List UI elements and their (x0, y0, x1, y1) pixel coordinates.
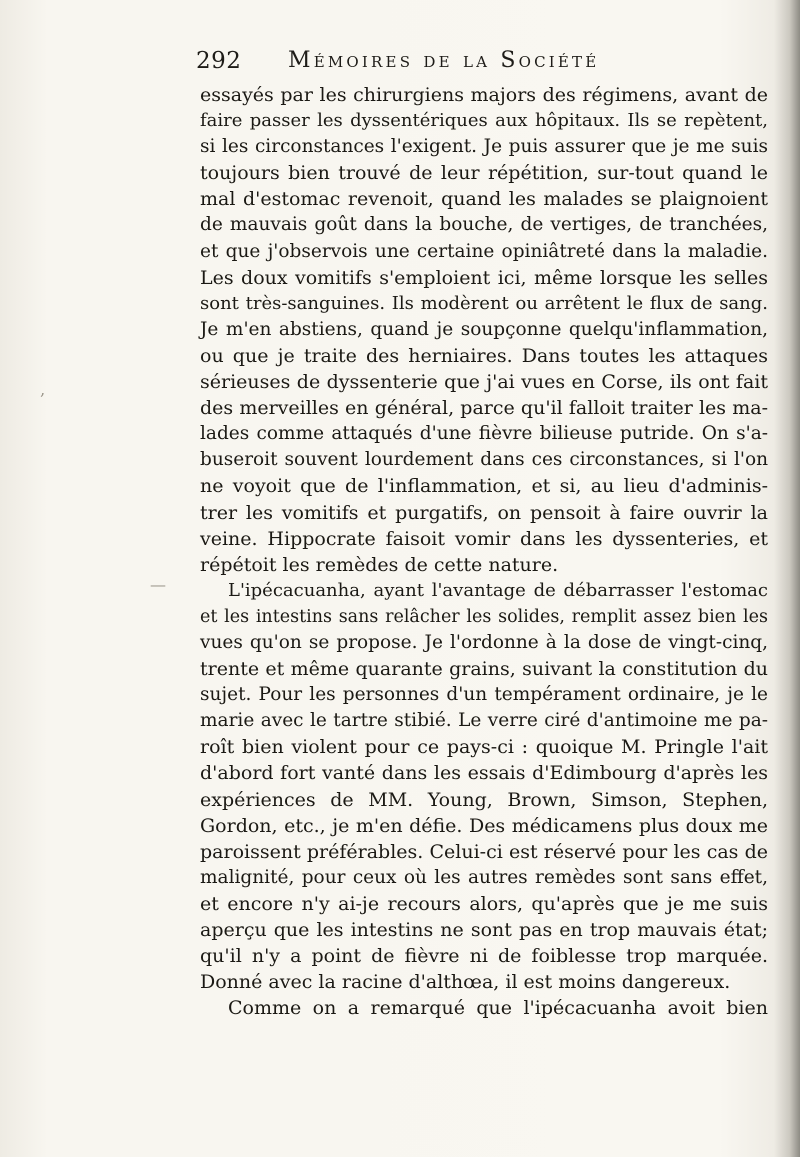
text-line: marie avec le tartre stibié. Le verre ciré d'antimoine me pa- (200, 710, 768, 732)
body-text (200, 82, 768, 1021)
text-line: d'abord fort vanté dans les essais d'Edimbourg d'après les (200, 762, 768, 785)
page-gutter-shadow (774, 0, 800, 1157)
running-head (196, 44, 776, 80)
text-line: buseroit souvent lourdement dans ces circonstances, si l'on (200, 449, 768, 471)
text-line: faire passer les dyssentériques aux hôpitaux. Ils se repètent, (200, 110, 768, 132)
text-line: et encore n'y ai-je recours alors, qu'après que je me suis (200, 892, 768, 915)
text-line: et les intestins sans relâcher les solides, remplit assez bien les (200, 606, 768, 627)
text-line: des merveilles en général, parce qu'il falloit traiter les ma- (200, 397, 768, 420)
text-line: trente et même quarante grains, suivant la constitution du (200, 658, 768, 681)
paragraph-1 (200, 82, 768, 578)
text-line: sujet. Pour les personnes d'un tempérament ordinaire, je le (200, 684, 768, 706)
text-line: Je m'en abstiens, quand je soupçonne quelqu'inflammation, (200, 318, 768, 340)
text-line: Gordon, etc., je m'en défie. Des médicamens plus doux me (200, 814, 768, 837)
text-line: malignité, pour ceux où les autres remèdes sont sans effet, (200, 866, 768, 888)
text-line: qu'il n'y a point de fièvre ni de foiblesse trop marquée. (200, 945, 768, 968)
text-line: lades comme attaqués d'une fièvre bilieuse putride. On s'a- (200, 423, 768, 445)
text-line: expériences de MM. Young, Brown, Simson, Stephen, (200, 788, 768, 811)
text-line: mal d'estomac revenoit, quand les malades se plaignoient (200, 188, 768, 211)
text-line: essayés par les chirurgiens majors des régimens, avant de (200, 84, 768, 106)
text-line: de mauvais goût dans la bouche, de vertiges, de tranchées, (200, 214, 768, 236)
text-line: sérieuses de dyssenterie que j'ai vues en Corse, ils ont fait (200, 371, 768, 394)
text-line: si les circonstances l'exigent. Je puis assurer que je me suis (200, 136, 768, 158)
text-line: répétoit les remèdes de cette nature. (200, 553, 559, 576)
text-line: Les doux vomitifs s'emploient ici, même lorsque les selles (200, 266, 768, 289)
margin-mark: — (150, 575, 166, 594)
text-line: paroissent préférables. Celui-ci est réservé pour les cas de (200, 840, 768, 863)
paragraph-2 (200, 578, 768, 996)
margin-mark: ‚ (40, 380, 46, 399)
page-number: 292 (196, 48, 242, 74)
running-title: Mémoires de la Société (288, 48, 600, 73)
text-line: L'ipécacuanha, ayant l'avantage de débarrasser l'estomac (228, 579, 768, 601)
text-line: aperçu que les intestins ne sont pas en trop mauvais état; (200, 919, 768, 941)
text-line: ou que je traite des herniaires. Dans toutes les attaques (200, 344, 768, 367)
paragraph-3 (200, 995, 768, 1021)
text-line: toujours bien trouvé de leur répétition, sur-tout quand le (200, 162, 768, 185)
text-line: Donné avec la racine d'althœa, il est moins dangereux. (200, 971, 731, 994)
text-line: veine. Hippocrate faisoit vomir dans les dyssenteries, et (200, 527, 768, 550)
text-line: trer les vomitifs et purgatifs, on pensoit à faire ouvrir la (200, 501, 768, 524)
text-line: et que j'observois une certaine opiniâtreté dans la maladie. (200, 240, 768, 262)
text-line: roît bien violent pour ce pays-ci : quoique M. Pringle l'ait (200, 736, 768, 759)
text-line: Comme on a remarqué que l'ipécacuanha avoit bien (228, 997, 768, 1020)
text-line: ne voyoit que de l'inflammation, et si, au lieu d'adminis- (200, 475, 768, 498)
text-line: vues qu'on se propose. Je l'ordonne à la dose de vingt-cinq, (200, 631, 768, 653)
text-line: sont très-sanguines. Ils modèrent ou arrêtent le flux de sang. (200, 292, 768, 314)
